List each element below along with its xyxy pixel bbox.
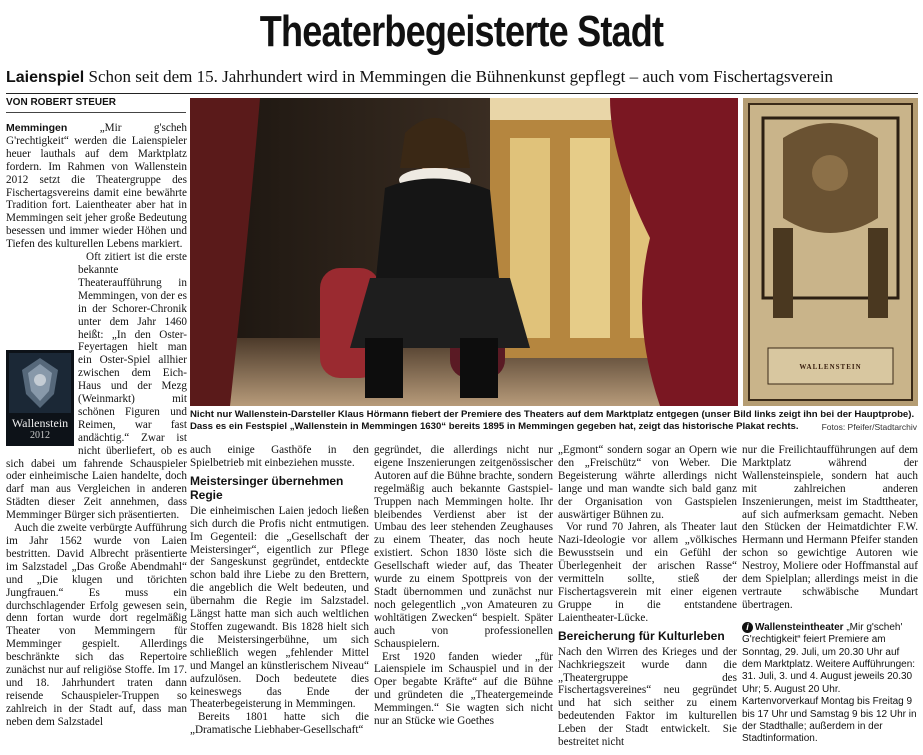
paragraph: gegründet, die allerdings nicht nur eigene Inszenierungen zeitgenössischer Autoren auf die Bühne brachte, sondern regelmäßig auch bekannte Gastspiel-Truppen nach Memmingen holte. Ihr bleibendes Verdienst aber ist der Umbau des leer stehenden Zeughauses zu einem Theater, das noch heute existiert. Schon 1830 löste sich die Gesellschaft wieder auf, das Theater wurde zu einem Spottpreis von der Stadt übernommen und zunächst nur noch gelegentlich „von Amateuren zu wohltätigen Zwecken“ bespielt. Später auch von professionellen Schauspielern.: [374, 444, 553, 650]
info-icon: i: [742, 622, 753, 633]
subheading: Bereicherung für Kulturleben: [558, 628, 725, 643]
paragraph: Nach den Wirren des Krieges und der Nachkriegszeit wurde dann die „Theatergruppe des Fischertagsvereines“ neu gegründet und hat sich seither zu einem bedeutenden Faktor im kulturellen Leben der Stadt entwickelt. Sie bestreitet nicht: [558, 645, 737, 749]
author-byline: VON ROBERT STEUER: [6, 97, 117, 108]
paragraph-text: Oft zitiert ist die erste bekannte Theateraufführung in Memmingen, von der es in der Schorer-Chronik unter dem Jahr 1460 heißt: „In den Oster-Feyertagen hielt man ein Oster-Spiel allhier zwischen dem Eich-Haus und der Mezg (Weinmarkt) mit schönen Figuren und Reimen, war fast andächtig.“ Zwar ist nicht überliefert, ob es sich dabei um fahrende Schauspieler oder einheimische Laien handelte, doch darf man aus Vergleichen in anderen Städten dieser Zeit annehmen, dass Memminger Bürger sich präsentierten.: [6, 251, 187, 522]
article-column-2: [190, 444, 369, 755]
subheadline: [6, 66, 918, 89]
subhead-text: Schon seit dem 15. Jahrhundert wird in Memmingen die Bühnenkunst gepflegt – auch vom Fischertagsverein: [88, 67, 834, 86]
paragraph: nur die Freilichtaufführungen auf dem Marktplatz während der Wallensteinspiele, sondern hat auch mit zahlreichen anderen Inszenierungen, meist im Stadttheater, auf sich aufmerksam gemacht. Neben den Stücken der Heimatdichter F.W. Hermann und Hermann Pfeifer standen schon so gewichtige Autoren wie Nestroy, Moliere oder Hoffmanstal auf dem Spielplan; allerdings meist in die vertraute schwäbische Mundart übertragen.: [742, 444, 918, 611]
historic-poster: [743, 98, 918, 406]
photo-credit: Fotos: Pfeifer/Stadtarchiv: [821, 422, 917, 432]
paragraph: Auch die zweite verbürgte Aufführung im Jahr 1562 wurde von Laien bestritten. David Albrecht präsentierte im Salzstadel „Das Große Abendmahl“ und „Die klugen und törichten Jungfrauen.“ Es muss ein durchschlagender Erfolg gewesen sein, denn fortan wurde dort regelmäßig Theater von Memmingern für Memminger gespielt. Allerdings beschränkte sich das Repertoire zunächst nur auf religiöse Stoffe. Im 17. und 18. Jahrhundert traten dann reisende Schauspieler-Truppen so zahlreich in der Stadt auf, dass man neben dem Salzstadel: [6, 522, 187, 728]
headline: Theaterbegeisterte Stadt: [259, 7, 664, 56]
info-title: Wallensteintheater: [755, 621, 844, 633]
poster-title: WALLENSTEIN: [799, 363, 862, 371]
divider: [6, 112, 186, 113]
paragraph: Erst 1920 fanden wieder „für Laienspiele im Schauspiel und in der Oper begabte Kräfte“ auf die Bühne und gründeten die „Theatergemeinde Memmingen.“ Sie wagten sich nicht nur an Stücke wie Goethes: [374, 650, 553, 728]
info-box: [742, 622, 918, 746]
article-column-5: [742, 444, 918, 755]
photo-caption: Nicht nur Wallenstein-Darsteller Klaus Hörmann fiebert der Premiere des Theaters auf dem Marktplatz entgegen (unser Bild links zeigt ihn bei der Hauptprobe). Dass es ein Festspiel „Wallenstein in Memmingen 1630“ bereits 1895 in Memmingen gegeben hat, zeigt das historische Plakat rechts.: [190, 409, 915, 432]
paragraph-text: „Mir g'scheh G'rechtigkeit“ werden die Laienspieler heuer lauthals auf dem Marktplatz fordern. Im Rahmen von Wallenstein 2012 setzt die Theatergruppe des Fischertagsvereins damit eine bewährte Tradition fort. Laientheater aber hat in Memmingen seit jeher große Bedeutung besessen und immer wieder Höhen und Tiefen des kulturellen Lebens markiert.: [6, 122, 187, 251]
actor-photo-icon: [190, 98, 738, 406]
poster-illustration-icon: [743, 98, 918, 406]
paragraph: Die einheimischen Laien jedoch ließen sich durch die Profis nicht entmutigen. Im Gegenteil: die „Gesellschaft der Meistersinger“, eigentlich zur Pflege der Sangeskunst gegründet, entdeckte schon bald ihre Liebe zu den Brettern, die angeblich die Welt bedeuten, und übernahm die Regie im Salzstadel. Längst hatte man sich auch weltlichen Stoffen zugewandt. Bis 1828 hielt sich die Meistersingerbühne, um sich schließlich wegen „fehlender Mittel und Mangel an künstlerischem Niveau“ aufzulösen. Doch bedeutete dies keineswegs das Ende der Theaterbegeisterung in Memmingen.: [190, 504, 369, 711]
paragraph: Vor rund 70 Jahren, als Theater laut Nazi-Ideologie vor allem „völkisches Bewusstsein und ein Gefühl der Überlegenheit der arischen Rasse“ vermitteln sollte, stieß der Fischertagsverein mit einer eigenen Gruppe in die entstandene Laientheater-Lücke.: [558, 521, 737, 624]
paragraph: Bereits 1801 hatte sich die „Dramatische Liebhaber-Gesellschaft“: [190, 711, 369, 737]
article-column-4: [558, 444, 737, 755]
subhead-kicker: Laienspiel: [6, 69, 85, 86]
paragraph: auch einige Gasthöfe in den Spielbetrieb mit einbeziehen musste.: [190, 444, 369, 469]
wallenstein-logo-image: [6, 350, 74, 446]
divider: [6, 93, 918, 94]
dateline: Memmingen: [6, 122, 68, 134]
main-photo-actor: [190, 98, 738, 406]
article-column-3: [374, 444, 553, 755]
subheading: Meistersinger übernehmen Regie: [190, 473, 344, 502]
logo-year: 2012: [30, 430, 50, 442]
paragraph: [6, 122, 187, 251]
info-text: „Mir g'scheh' G'rechtigkeit“ feiert Premiere am Sonntag, 29. Juli, um 20.30 Uhr auf dem Marktplatz. Weitere Aufführungen: 31. Juli, 3. und 4. August jeweils 20.30 Uhr; 5. August 20 Uhr. Kartenvorverkauf Montag bis Freitag 9 bis 17 Uhr und Samstag 9 bis 12 Uhr in der Stadthalle; außerdem in der Stadtinformation.: [742, 621, 917, 745]
paragraph: „Egmont“ sondern sogar an Opern wie den „Freischütz“ von Weber. Die Begeisterung währte allerdings nicht lange und man wandte sich bald ganz der Organisation von Gastspielen auswärtiger Bühnen zu.: [558, 444, 737, 521]
logo-word: Wallenstein: [11, 416, 69, 431]
